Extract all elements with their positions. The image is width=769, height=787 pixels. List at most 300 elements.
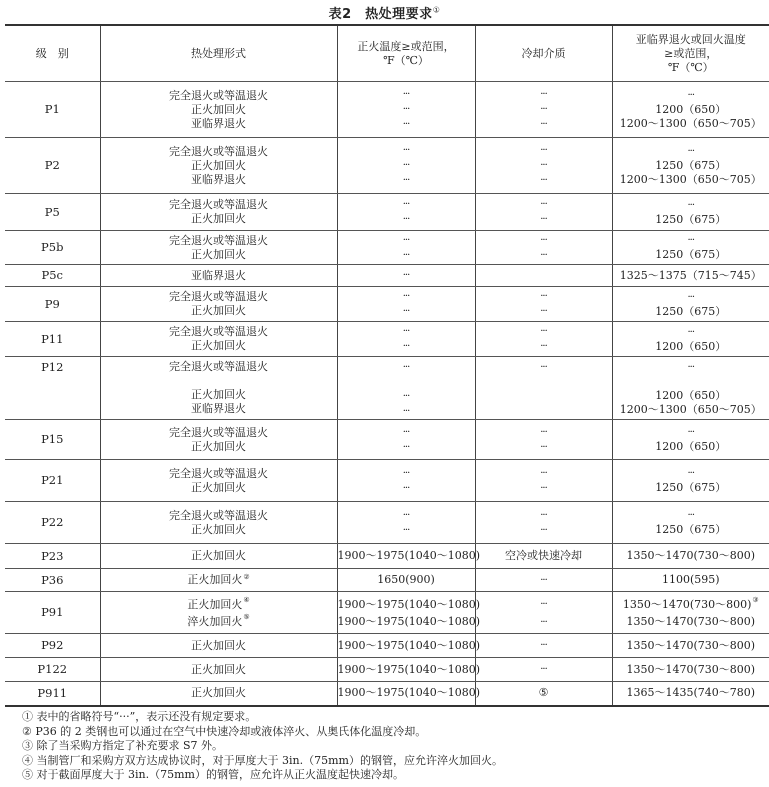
cell-text: 亚临界退火 <box>191 402 246 415</box>
grade-cell <box>5 658 100 682</box>
treatment-line <box>101 639 337 653</box>
table-row <box>5 194 769 231</box>
temper-temp-cell <box>612 357 769 420</box>
temper-temp-line <box>613 117 769 131</box>
grade-label: P15 <box>41 432 64 446</box>
table-row <box>5 634 769 658</box>
cell-text: ··· <box>540 362 547 373</box>
treatment-cell <box>100 420 337 460</box>
normalize-temp-line <box>338 573 475 587</box>
temper-temp-line <box>613 233 769 248</box>
cell-text: 完全退火或等温退火 <box>169 144 268 158</box>
temper-temp-cell-lines <box>613 663 769 677</box>
treatment-line <box>101 523 337 537</box>
table-row <box>5 460 769 502</box>
treatment-line <box>101 440 337 454</box>
normalize-temp-cell <box>337 502 475 544</box>
treatment-line <box>101 89 337 103</box>
cell-text: 完全退火或等温退火 <box>169 508 268 522</box>
treatment-line <box>101 117 337 131</box>
normalize-temp-cell-lines <box>338 197 475 227</box>
grade-cell <box>5 357 100 420</box>
cell-text: 1900～1975(1040～1080) <box>337 597 481 611</box>
cell-text: 正火加回火 <box>191 638 246 652</box>
normalize-temp-cell <box>337 658 481 682</box>
cell-text: ··· <box>540 104 547 115</box>
treatment-line <box>101 198 337 212</box>
cooling-cell-lines <box>476 289 612 319</box>
cooling-line <box>476 360 612 375</box>
cooling-cell <box>475 460 612 502</box>
temper-temp-cell <box>612 420 769 460</box>
cell-text: ··· <box>540 291 547 302</box>
cell-text: ··· <box>687 468 695 479</box>
cell-text: 正火加回火 <box>191 480 246 494</box>
temper-temp-cell-lines <box>613 466 769 495</box>
cell-text: ··· <box>540 640 547 651</box>
cooling-line <box>476 638 612 653</box>
normalize-temp-line <box>338 481 475 496</box>
temper-temp-line <box>613 88 769 103</box>
cell-text: 1200～1300（650～705） <box>619 173 762 186</box>
header-temper-line2: ≥或范围， <box>664 46 718 60</box>
cooling-line <box>476 117 612 132</box>
cell-text: ··· <box>540 574 547 586</box>
normalize-temp-cell-lines <box>338 289 475 319</box>
treatment-line <box>101 686 337 700</box>
table-row <box>5 138 769 194</box>
cell-text: ··· <box>402 214 410 225</box>
footnote-mark: ④ <box>243 595 250 604</box>
cooling-cell <box>475 357 612 420</box>
cell-text: 1900～1975(1040～1080) <box>337 614 481 628</box>
table-row <box>5 592 769 634</box>
header-treatment-text: 热处理形式 <box>191 46 246 60</box>
table-row <box>5 420 769 460</box>
normalize-temp-line <box>338 143 475 158</box>
grade-cell <box>5 682 100 706</box>
cell-text: 正火加回火 <box>191 549 246 562</box>
normalize-temp-line <box>338 523 475 538</box>
cell-text: ··· <box>687 326 695 338</box>
cell-text: 1200～1300（650～705） <box>619 403 762 416</box>
footnote-1: ① 表中的省略符号“···”，表示还没有规定要求。 <box>22 710 257 723</box>
header-grade <box>5 25 100 82</box>
treatment-cell <box>100 460 337 502</box>
cell-text: 完全退火或等温退火 <box>169 233 268 247</box>
cell-text: 1250（675） <box>655 159 727 172</box>
temper-temp-cell-lines <box>613 686 769 700</box>
cooling-line <box>476 481 612 496</box>
cooling-cell-lines <box>476 269 612 283</box>
cooling-line <box>476 158 612 173</box>
temper-temp-cell-lines <box>613 573 769 587</box>
temper-temp-cell <box>612 322 769 357</box>
treatment-line <box>101 426 337 440</box>
normalize-temp-line <box>338 360 475 375</box>
cell-text: ··· <box>540 249 547 261</box>
header-treatment <box>100 25 337 82</box>
treatment-cell-lines <box>101 596 337 630</box>
normalize-temp-cell-lines <box>338 425 475 455</box>
grade-label: P11 <box>41 331 64 346</box>
cell-text: ··· <box>540 199 547 210</box>
temper-temp-line <box>613 508 769 523</box>
cell-text: 亚临界退火 <box>191 268 246 282</box>
treatment-line <box>101 596 337 613</box>
cooling-cell-lines <box>476 324 612 354</box>
treatment-cell-lines <box>101 509 337 537</box>
cell-text: ··· <box>540 234 547 246</box>
treatment-line <box>101 573 337 587</box>
temper-temp-cell <box>612 569 769 592</box>
treatment-line <box>101 402 337 416</box>
grade-label: P36 <box>41 572 64 587</box>
treatment-line <box>101 248 337 262</box>
normalize-temp-line <box>338 466 475 481</box>
table-row <box>5 357 769 420</box>
grade-label: P12 <box>41 360 64 374</box>
grade-label: P5b <box>41 240 64 254</box>
cooling-line <box>476 613 612 631</box>
temper-temp-line <box>613 173 769 187</box>
cell-text: ··· <box>402 270 410 281</box>
cell-text: ··· <box>687 291 695 303</box>
normalize-temp-line <box>338 158 475 173</box>
cell-text: 1650(900) <box>377 573 435 586</box>
cooling-line <box>476 662 612 677</box>
header-cooling <box>475 25 612 82</box>
cell-text: 1350～1470(730～800) <box>622 597 752 611</box>
cell-text: ··· <box>402 467 410 479</box>
temper-temp-line <box>613 213 769 227</box>
temper-temp-cell-lines <box>613 269 769 283</box>
normalize-temp-cell <box>337 592 481 634</box>
grade-label: P23 <box>41 548 64 563</box>
cell-text: 1350～1470(730～800) <box>626 549 756 562</box>
cell-text: ··· <box>540 482 547 494</box>
temper-temp-cell <box>612 502 769 544</box>
cooling-line <box>476 549 612 563</box>
table-row <box>5 265 769 287</box>
temper-temp-cell <box>612 634 769 658</box>
cooling-cell-lines <box>476 143 612 188</box>
normalize-temp-line <box>338 324 475 339</box>
table-row <box>5 287 769 322</box>
cell-text: ··· <box>402 291 410 302</box>
normalize-temp-cell <box>337 82 475 138</box>
cooling-line <box>476 289 612 304</box>
header-normalize-temp <box>337 25 475 82</box>
normalize-temp-cell <box>337 194 475 231</box>
temper-temp-cell <box>612 592 769 634</box>
grade-label: P92 <box>41 638 64 652</box>
treatment-cell <box>100 82 337 138</box>
cooling-line <box>476 233 612 248</box>
temper-temp-cell-lines <box>613 198 769 227</box>
cell-text: 1250（675） <box>655 248 727 261</box>
cell-text: 1350～1470(730～800) <box>626 614 756 628</box>
temper-temp-line <box>613 198 769 213</box>
cooling-line <box>476 573 612 588</box>
treatment-cell-lines <box>101 573 337 587</box>
cell-text: ··· <box>402 406 410 417</box>
normalize-temp-cell-lines <box>337 638 481 653</box>
normalize-temp-cell <box>337 420 475 460</box>
cell-text: 完全退火或等温退火 <box>169 466 268 480</box>
cell-text: ··· <box>402 199 410 210</box>
cell-text: 正火加回火 <box>191 686 246 700</box>
cooling-line <box>476 212 612 227</box>
cell-text: ··· <box>402 306 410 317</box>
temper-temp-cell-lines <box>613 639 769 653</box>
treatment-line <box>101 145 337 159</box>
cell-text: ··· <box>402 341 410 352</box>
cell-text: 正火加回火 <box>191 304 246 317</box>
treatment-cell <box>100 138 337 194</box>
temper-temp-cell-lines <box>613 360 769 417</box>
treatment-line <box>101 325 337 339</box>
temper-temp-line <box>613 159 769 173</box>
normalize-temp-cell-lines <box>338 268 475 283</box>
treatment-cell-lines <box>101 145 337 187</box>
cooling-cell-lines <box>476 549 612 563</box>
temper-temp-line <box>613 663 769 677</box>
cooling-cell-lines <box>476 595 612 631</box>
table-row <box>5 569 769 592</box>
treatment-line <box>101 481 337 495</box>
normalize-temp-cell-lines <box>338 324 475 354</box>
cell-text: 完全退火或等温退火 <box>169 325 268 338</box>
cell-text: 淬火加回火 <box>187 614 243 628</box>
treatment-cell-lines <box>101 325 337 353</box>
cell-text: 正火加回火 <box>187 597 243 611</box>
cell-text <box>542 389 546 402</box>
cell-text: 1250（675） <box>655 523 727 536</box>
cooling-cell <box>475 82 612 138</box>
cooling-cell-lines <box>476 508 612 538</box>
treatment-cell <box>100 682 337 706</box>
cell-text: 完全退火或等温退火 <box>169 198 268 211</box>
treatment-line <box>101 304 337 318</box>
treatment-cell <box>100 569 337 592</box>
cell-text: 1250（675） <box>655 212 727 226</box>
cell-text: 完全退火或等温退火 <box>169 290 268 303</box>
header-normalize-line1: 正火温度≥或范围， <box>357 39 455 53</box>
cell-text: 1250（675） <box>655 304 727 318</box>
normalize-temp-cell <box>337 682 481 706</box>
normalize-temp-cell-lines <box>338 143 475 188</box>
cooling-cell <box>475 682 612 706</box>
cooling-line <box>476 339 612 354</box>
cell-text <box>542 269 546 282</box>
temper-temp-line <box>613 549 769 563</box>
temper-temp-line <box>613 325 769 340</box>
cell-text: 1900～1975(1040～1080) <box>337 638 481 652</box>
grade-label: P9 <box>44 296 60 311</box>
treatment-line <box>101 663 337 677</box>
treatment-cell <box>100 592 337 634</box>
cell-text: 1200（650） <box>655 389 727 402</box>
cell-text: 1200（650） <box>655 103 727 116</box>
temper-temp-cell <box>612 138 769 194</box>
heat-treatment-table <box>5 24 769 707</box>
cell-text: ··· <box>687 427 695 438</box>
grade-label: P5 <box>44 204 60 219</box>
normalize-temp-line <box>338 233 475 248</box>
cell-text: ⑤ <box>538 686 549 700</box>
header-grade-text: 级 别 <box>35 46 69 60</box>
treatment-line <box>101 388 337 402</box>
cell-text: ··· <box>402 524 410 536</box>
grade-cell <box>5 194 100 231</box>
cell-text: ··· <box>687 146 695 157</box>
cooling-line <box>476 466 612 481</box>
treatment-line <box>101 339 337 353</box>
cooling-line <box>476 143 612 158</box>
cooling-cell-lines <box>476 662 612 677</box>
cell-text: ··· <box>540 426 547 438</box>
grade-cell <box>5 287 100 322</box>
cell-text: ··· <box>540 175 547 186</box>
cell-text: ··· <box>402 426 410 438</box>
cooling-cell-lines <box>476 686 612 700</box>
cell-text: 1900～1975(1040～1080) <box>337 686 481 700</box>
normalize-temp-cell-lines <box>337 662 481 677</box>
normalize-temp-cell-lines <box>338 233 475 263</box>
normalize-temp-cell-lines <box>338 87 475 132</box>
treatment-line <box>101 212 337 226</box>
cooling-cell <box>475 265 612 287</box>
cell-text: 正火加回火 <box>191 212 246 225</box>
normalize-temp-line <box>337 686 481 700</box>
grade-cell <box>5 592 100 634</box>
cooling-line <box>476 440 612 455</box>
cooling-line <box>476 686 612 700</box>
cell-text: 正火加回火 <box>191 662 246 676</box>
cooling-line <box>476 248 612 263</box>
cell-text: ··· <box>402 175 410 186</box>
footnote-5: ⑤ 对于截面厚度大于 3in.（75mm）的钢管，应允许从正火温度起快速冷却。 <box>22 768 404 781</box>
normalize-temp-cell <box>337 287 475 322</box>
header-cooling-text: 冷却介质 <box>521 46 566 60</box>
normalize-temp-cell <box>337 569 475 592</box>
cell-text: ··· <box>540 214 547 225</box>
treatment-cell-lines <box>101 639 337 653</box>
normalize-temp-line <box>337 638 481 653</box>
cooling-cell-lines <box>476 638 612 653</box>
grade-label: P91 <box>41 605 64 619</box>
temper-temp-line <box>613 144 769 159</box>
cooling-line <box>476 197 612 212</box>
footnote-mark: ③ <box>752 595 759 604</box>
cell-text: 正火加回火 <box>191 439 246 453</box>
temper-temp-cell-lines <box>613 233 769 262</box>
treatment-cell <box>100 265 337 287</box>
cooling-line <box>476 324 612 339</box>
cell-text: ··· <box>687 235 695 246</box>
footnote-mark: ⑤ <box>243 612 250 621</box>
temper-temp-line <box>613 481 769 495</box>
treatment-line <box>101 159 337 173</box>
cell-text: ··· <box>540 89 547 100</box>
cooling-line <box>476 304 612 319</box>
normalize-temp-cell <box>337 231 475 265</box>
normalize-temp-cell <box>337 544 481 569</box>
grade-label: P1 <box>44 102 60 116</box>
treatment-cell <box>100 658 337 682</box>
grade-label: P122 <box>37 662 68 676</box>
table-row <box>5 502 769 544</box>
temper-temp-line <box>613 360 769 375</box>
cooling-cell <box>475 420 612 460</box>
grade-cell <box>5 231 100 265</box>
temper-temp-cell <box>612 682 769 706</box>
cell-text: ··· <box>540 441 547 453</box>
treatment-line <box>101 173 337 187</box>
normalize-temp-cell-lines <box>338 360 475 419</box>
normalize-temp-line <box>338 173 475 188</box>
footnotes <box>22 710 503 783</box>
cell-text: ··· <box>540 524 547 536</box>
footnote-3: ③ 除了当采购方指定了补充要求 S7 外。 <box>22 739 224 752</box>
cell-text: 空冷或快速冷却 <box>505 549 582 562</box>
cell-text: ··· <box>687 90 695 101</box>
cooling-cell <box>475 502 612 544</box>
table-body <box>5 82 769 706</box>
treatment-line <box>101 467 337 481</box>
treatment-cell <box>100 357 337 420</box>
cell-text: ··· <box>402 104 410 115</box>
temper-temp-line <box>613 248 769 262</box>
temper-temp-cell-lines <box>613 549 769 563</box>
cell-text: 1200～1300（650～705） <box>619 117 762 130</box>
cell-text: ··· <box>540 616 547 628</box>
normalize-temp-cell <box>337 460 475 502</box>
temper-temp-cell <box>612 194 769 231</box>
grade-cell <box>5 569 100 592</box>
cooling-cell <box>475 138 612 194</box>
grade-label: P21 <box>41 473 64 487</box>
cell-text: ··· <box>402 391 410 402</box>
grade-cell <box>5 420 100 460</box>
treatment-line <box>101 360 337 374</box>
header-row <box>5 25 769 82</box>
cell-text: 正火加回火 <box>191 339 246 352</box>
treatment-cell <box>100 634 337 658</box>
treatment-line <box>101 549 337 563</box>
cooling-cell <box>475 592 612 634</box>
treatment-line <box>101 290 337 304</box>
cell-text: ··· <box>540 509 547 521</box>
cell-text: 完全退火或等温退火 <box>169 360 268 373</box>
temper-temp-line <box>613 440 769 454</box>
normalize-temp-line <box>338 87 475 102</box>
table-row <box>5 82 769 138</box>
normalize-temp-line <box>338 248 475 263</box>
cell-text: ··· <box>402 482 410 494</box>
temper-temp-line <box>613 425 769 440</box>
footnote-2: ② P36 的 2 类钢也可以通过在空气中快速冷却或液体淬火、从奥氏体化温度冷却。 <box>22 724 427 738</box>
normalize-temp-cell-lines <box>338 508 475 538</box>
cell-text: ··· <box>402 119 410 130</box>
cell-text: ··· <box>540 598 547 610</box>
grade-label: P5c <box>41 268 63 282</box>
normalize-temp-line <box>337 549 481 563</box>
cell-text: 正火加回火 <box>191 247 246 261</box>
temper-temp-line <box>613 466 769 481</box>
cell-text: 正火加回火 <box>191 102 246 116</box>
